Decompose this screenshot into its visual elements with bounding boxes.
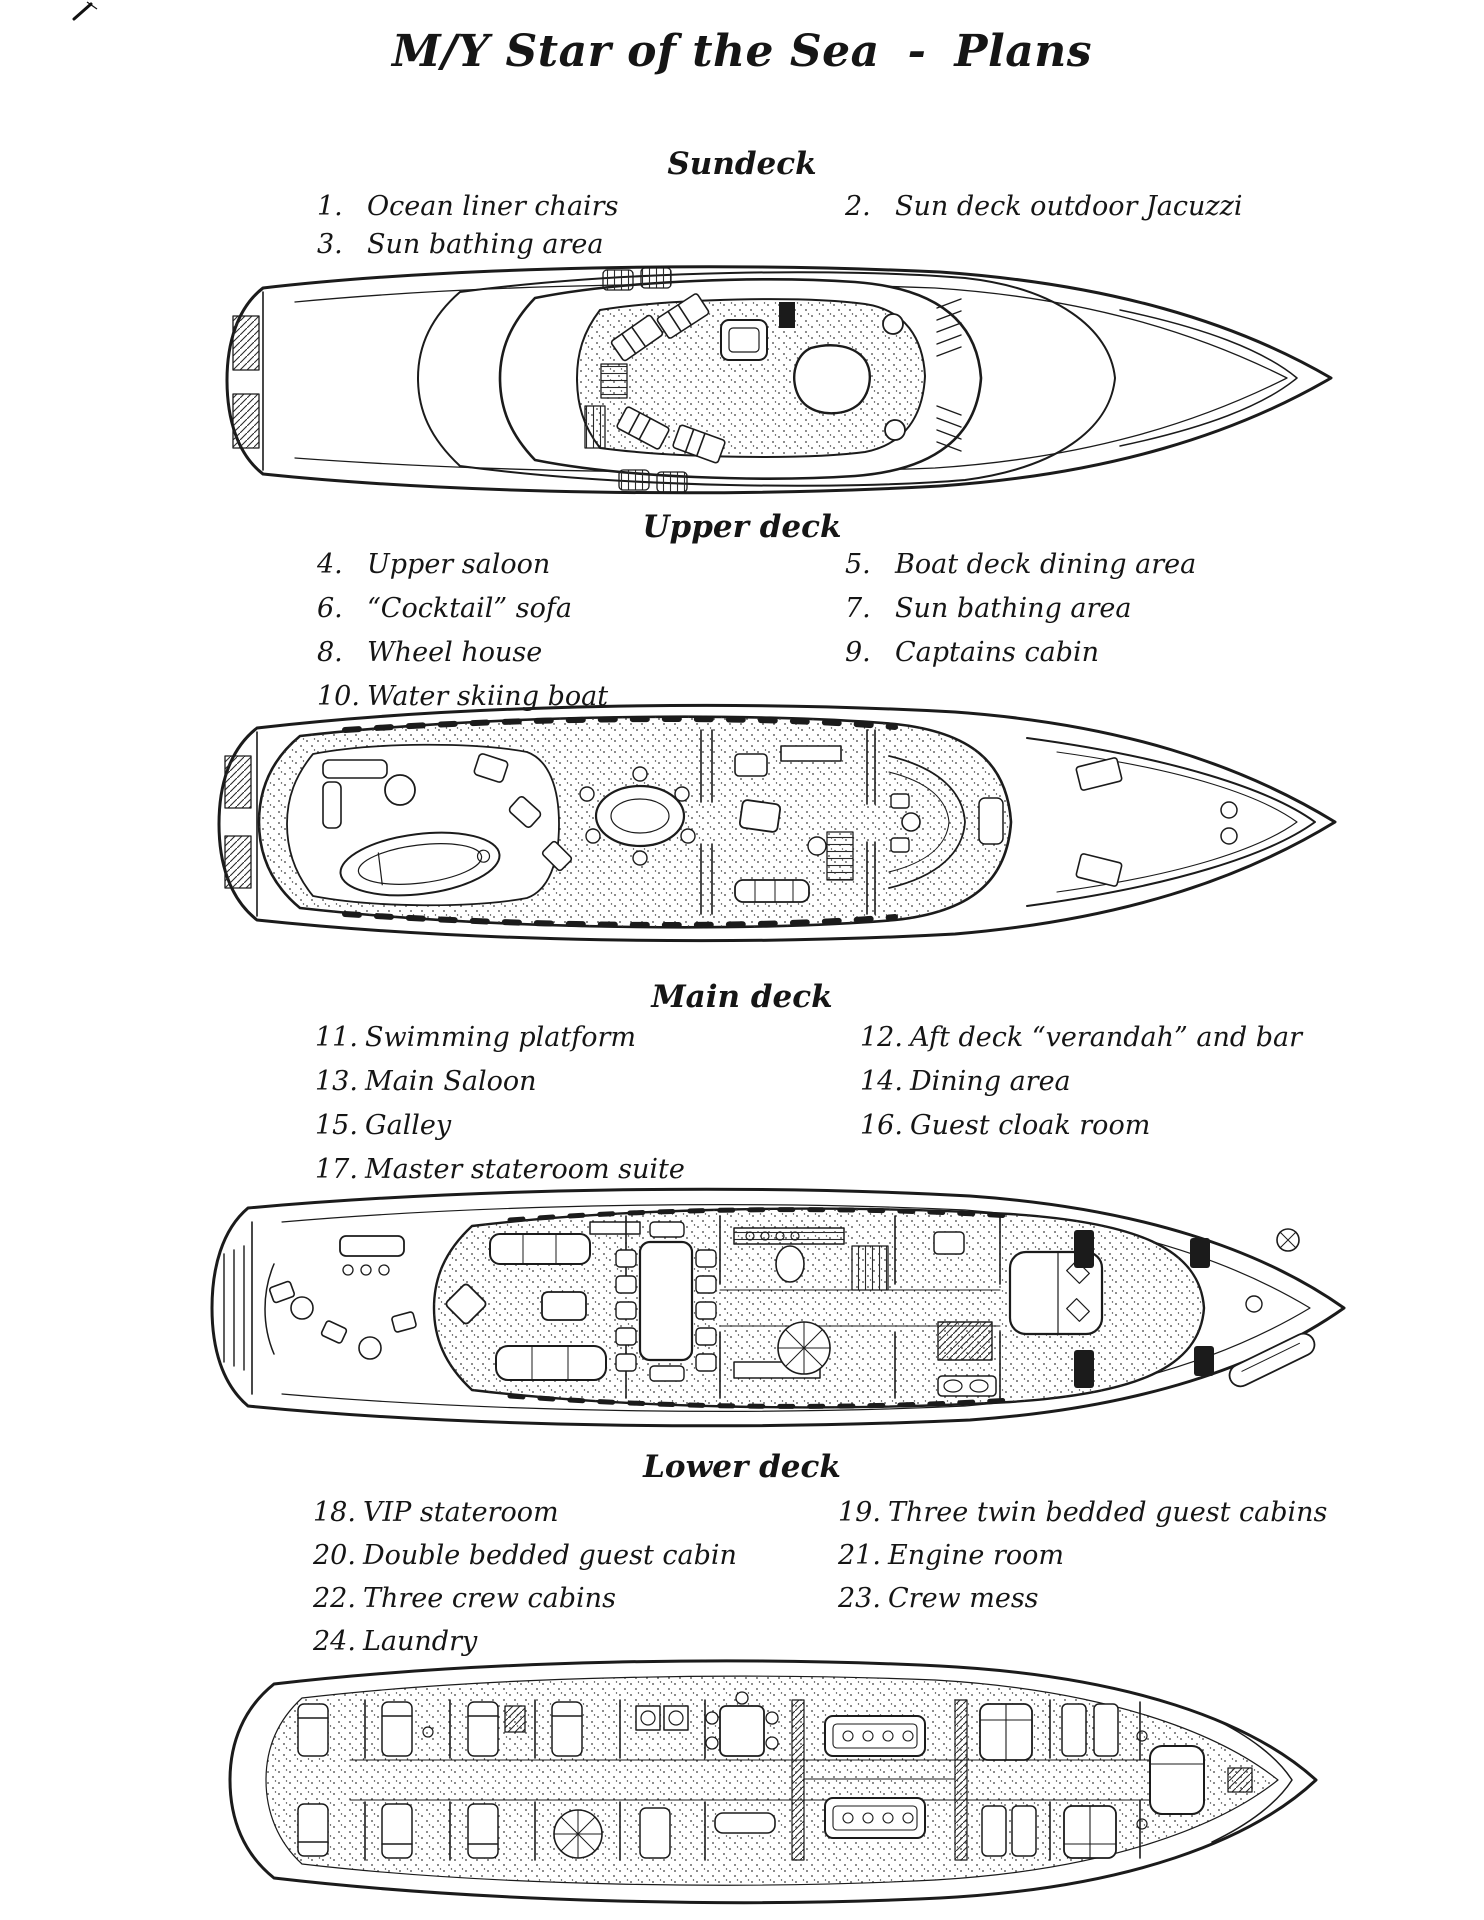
section-heading-main-deck: Main deck	[651, 979, 833, 1015]
legend-item-label: Three twin bedded guest cabins	[888, 1497, 1328, 1528]
section-heading-lower-deck: Lower deck	[643, 1449, 841, 1485]
legend-item	[860, 1060, 1302, 1104]
legend-item	[845, 631, 1196, 675]
legend-item-label: Wheel house	[367, 637, 543, 668]
guest-cloak-room-floor	[938, 1322, 992, 1360]
captains-cabin-berth	[979, 798, 1003, 844]
legend-item-number: 12.	[860, 1022, 903, 1053]
legend-item	[838, 1577, 1327, 1620]
section-heading-sundeck: Sundeck	[667, 146, 817, 182]
galley-counter	[734, 1228, 844, 1244]
main-deck-legend-left	[315, 1016, 685, 1192]
legend-item-number: 22.	[313, 1583, 356, 1614]
legend-item-label: Engine room	[888, 1540, 1064, 1571]
jacuzzi-shape	[794, 345, 870, 413]
legend-item-label: Water skiing boat	[367, 681, 609, 712]
legend-item	[315, 1016, 685, 1060]
legend-item-number: 9.	[845, 637, 871, 668]
legend-item-label: Ocean liner chairs	[367, 191, 619, 222]
legend-item	[317, 188, 618, 226]
legend-item	[317, 587, 608, 631]
legend-item	[313, 1534, 737, 1577]
lower-deck-plan-svg	[200, 1648, 1350, 1910]
legend-item-label: VIP stateroom	[363, 1497, 559, 1528]
legend-item-label: Upper saloon	[367, 549, 551, 580]
page-title-left: M/Y Star of the Sea	[392, 26, 880, 77]
dining-table-shape	[640, 1242, 692, 1360]
tender-boat-shape	[1226, 1330, 1318, 1390]
legend-item	[838, 1491, 1327, 1534]
legend-item-number: 18.	[313, 1497, 356, 1528]
legend-item-number: 15.	[315, 1110, 358, 1141]
legend-item-label: Boat deck dining area	[895, 549, 1197, 580]
upper-deck-plan-svg	[195, 694, 1360, 962]
lower-deck-legend-right	[838, 1491, 1327, 1620]
legend-item-label: Three crew cabins	[363, 1583, 616, 1614]
sundeck-legend-left	[317, 188, 618, 264]
legend-item	[860, 1016, 1302, 1060]
spiral-stairs-shape	[778, 1322, 830, 1374]
legend-item	[317, 631, 608, 675]
page-title-dash: -	[907, 26, 927, 77]
legend-item-label: Galley	[365, 1110, 452, 1141]
stairs-shape	[852, 1246, 888, 1290]
legend-item-label: Laundry	[363, 1626, 478, 1657]
legend-item-number: 6.	[317, 593, 343, 624]
main-deck-plan-drawing	[190, 1180, 1360, 1432]
dining-table-shape	[596, 786, 684, 846]
legend-item-number: 19.	[838, 1497, 881, 1528]
legend-item-number: 24.	[313, 1626, 356, 1657]
legend-item-label: Sun bathing area	[367, 229, 604, 260]
ink-smudge-mark	[66, 0, 100, 24]
legend-item-number: 8.	[317, 637, 343, 668]
section-heading-upper-deck: Upper deck	[642, 509, 842, 545]
sundeck-plan-svg	[205, 258, 1345, 503]
legend-item	[317, 543, 608, 587]
legend-item-label: Sun deck outdoor Jacuzzi	[895, 191, 1243, 222]
upper-deck-legend-left	[317, 543, 608, 719]
legend-item-label: “Cocktail” sofa	[367, 593, 573, 624]
legend-item-number: 7.	[845, 593, 871, 624]
legend-item	[313, 1577, 737, 1620]
legend-item-number: 17.	[315, 1154, 358, 1185]
anchor-windlass-shape	[1246, 1229, 1299, 1312]
legend-item-label: Guest cloak room	[910, 1110, 1151, 1141]
spiral-stairs-shape	[554, 1810, 602, 1858]
legend-item	[315, 1060, 685, 1104]
legend-item-label: Crew mess	[888, 1583, 1039, 1614]
saloon-sofa	[490, 1234, 590, 1264]
legend-item	[860, 1104, 1302, 1148]
legend-item	[838, 1534, 1327, 1577]
lower-deck-plan-drawing	[200, 1648, 1350, 1910]
sundeck-plan-drawing	[205, 258, 1345, 503]
legend-item	[313, 1491, 737, 1534]
legend-item-number: 1.	[317, 191, 343, 222]
legend-item	[845, 188, 1242, 226]
legend-item-number: 11.	[315, 1022, 358, 1053]
legend-item	[315, 1104, 685, 1148]
main-deck-plan-svg	[190, 1180, 1360, 1432]
upper-deck-plan-drawing	[195, 694, 1360, 962]
swimming-platform-steps	[224, 1246, 244, 1370]
lower-deck-legend-left	[313, 1491, 737, 1663]
legend-item-number: 5.	[845, 549, 871, 580]
legend-item-label: Aft deck “verandah” and bar	[910, 1022, 1303, 1053]
legend-item-number: 3.	[317, 229, 343, 260]
legend-item-number: 20.	[313, 1540, 356, 1571]
legend-item	[845, 587, 1196, 631]
legend-item-label: Main Saloon	[365, 1066, 537, 1097]
legend-item-label: Sun bathing area	[895, 593, 1132, 624]
page-title-right: Plans	[954, 26, 1092, 77]
legend-item-number: 23.	[838, 1583, 881, 1614]
sundeck-legend-right	[845, 188, 1242, 226]
legend-item-label: Dining area	[910, 1066, 1071, 1097]
bar-counter	[340, 1236, 404, 1256]
main-deck-legend-right	[860, 1016, 1302, 1148]
legend-item	[845, 543, 1196, 587]
page-title	[14, 26, 1470, 77]
legend-item-label: Double bedded guest cabin	[363, 1540, 737, 1571]
upper-deck-legend-right	[845, 543, 1196, 675]
legend-item-number: 14.	[860, 1066, 903, 1097]
legend-item-number: 13.	[315, 1066, 358, 1097]
legend-item-label: Captains cabin	[895, 637, 1099, 668]
legend-item-number: 16.	[860, 1110, 903, 1141]
legend-item-number: 2.	[845, 191, 871, 222]
legend-item-label: Master stateroom suite	[365, 1154, 685, 1185]
legend-item-number: 10.	[317, 681, 360, 712]
legend-item-label: Swimming platform	[365, 1022, 636, 1053]
legend-item-number: 4.	[317, 549, 343, 580]
legend-item-number: 21.	[838, 1540, 881, 1571]
